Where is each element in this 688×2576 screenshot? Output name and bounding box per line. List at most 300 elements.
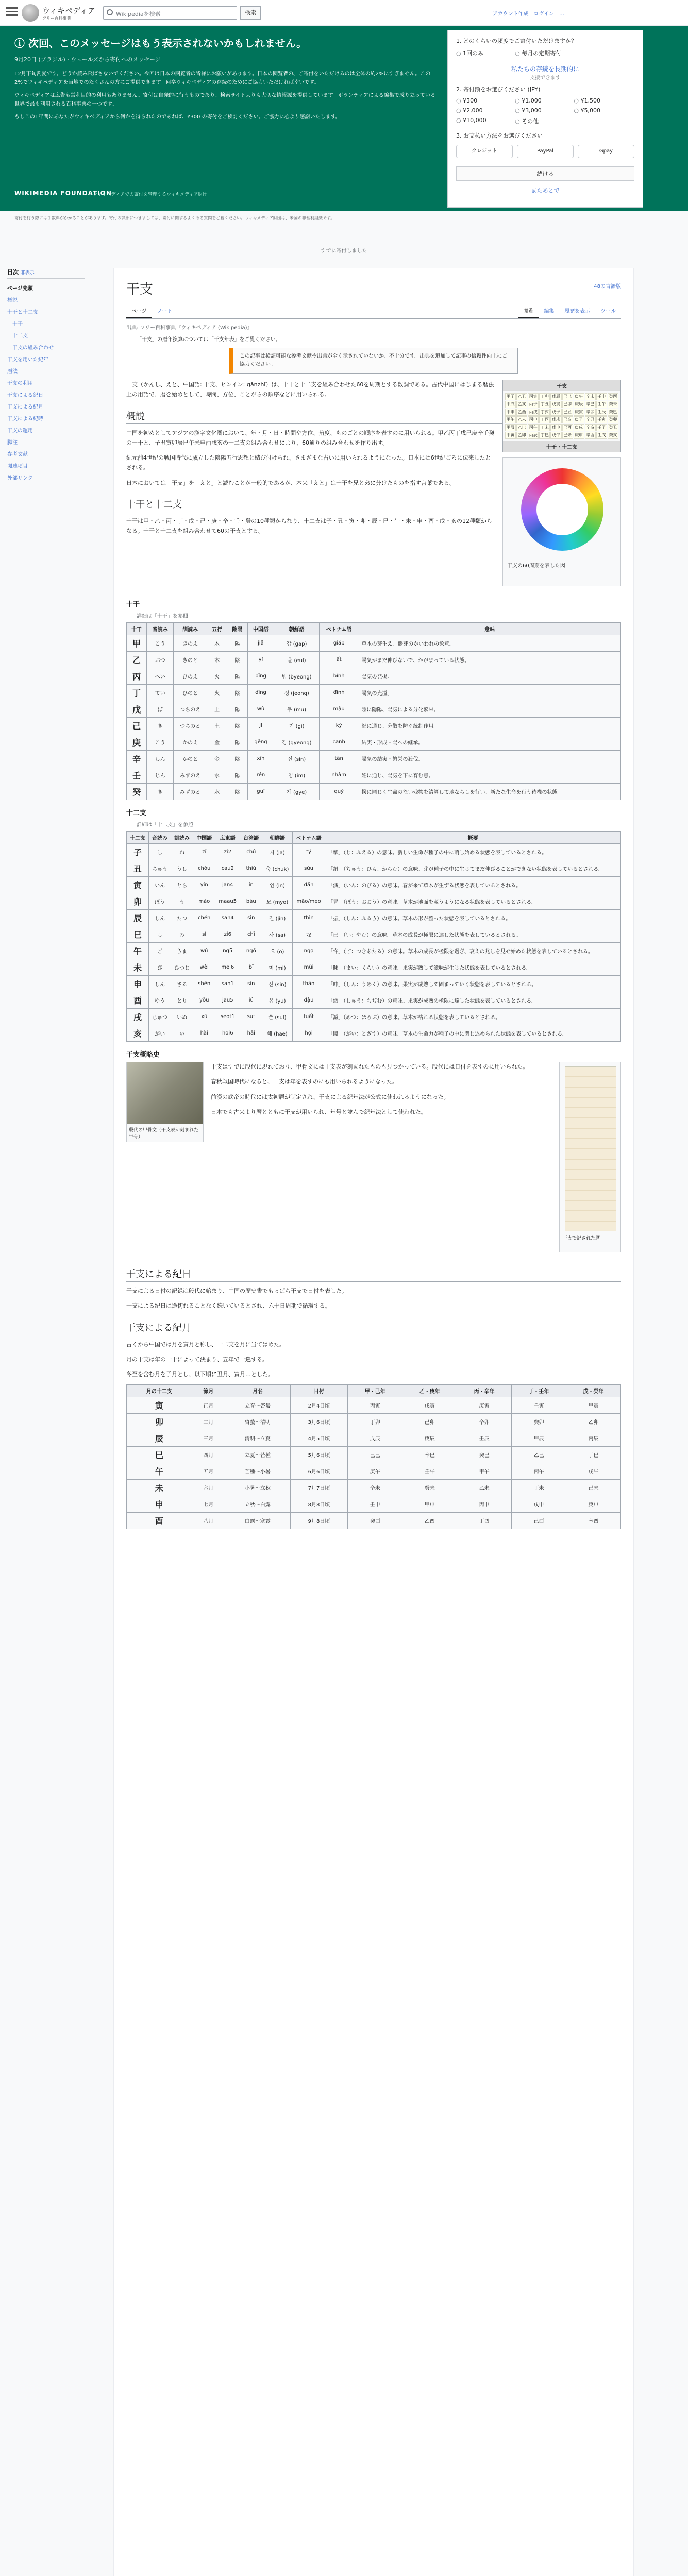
table-row: [127, 1496, 621, 1513]
table-header: 中国語: [247, 623, 274, 635]
amount-radio[interactable]: ○ ¥10,000: [456, 117, 515, 125]
table-cell: zǐ: [193, 844, 215, 860]
table-cell: 甲辰: [512, 1430, 566, 1447]
table-cell: 술 (sul): [262, 1009, 292, 1025]
table-cell: 揆に同じく生命のない残物を清算して地ならしを行い、新たな生命を行う待機の状態。: [359, 784, 621, 800]
kanshi-cell[interactable]: 丁未: [539, 424, 550, 431]
table-cell: 「孳」（じ：ふえる）の意味。新しい生命が種子の中に萌し始める状態を表しているとされる。: [325, 844, 621, 860]
frequency-heading: 1. どのくらいの頻度でご寄付いただけますか？: [456, 38, 577, 44]
wordmark[interactable]: ウィキペディア: [42, 6, 95, 15]
calendar-scroll-figure: [559, 1062, 621, 1252]
toc-item[interactable]: 外部リンク: [7, 476, 33, 481]
table-cell: 「已」（い：やむ）の意味。草木の成長が極限に達した状態を表しているとされる。: [325, 926, 621, 943]
table-cell: dần: [292, 877, 325, 893]
table-cell: 六月: [192, 1480, 225, 1496]
table-cell: 「忤」（ご：つきあたる）の意味。草木の成長が極限を過ぎ、衰えの兆しを見せ始めた状態を表しているとされる。: [325, 943, 621, 959]
table-cell: 戊寅: [402, 1397, 457, 1414]
table-header: 十二支: [127, 832, 149, 844]
table-cell: 未: [127, 1480, 192, 1496]
payment-option[interactable]: PayPal: [517, 145, 574, 158]
kanshi-cell[interactable]: 甲申: [505, 409, 516, 416]
table-cell: bǐng: [247, 668, 274, 685]
junishi-main-link[interactable]: 詳細は「十二支」を参照: [137, 822, 193, 828]
cycle-diagram: [502, 457, 621, 586]
table-header: 甲・己年: [348, 1385, 402, 1397]
kanshi-cell[interactable]: 戊申: [550, 424, 561, 431]
language-button[interactable]: 48の言語版: [594, 284, 621, 290]
kanshi-cell[interactable]: 甲辰: [505, 424, 516, 431]
kanshi-cell[interactable]: 庚辰: [574, 401, 584, 408]
jikkan-table: [126, 622, 621, 800]
junishi-table: [126, 831, 621, 1042]
table-cell: 陽: [227, 701, 247, 718]
kanshi-cell[interactable]: 甲戌: [505, 401, 516, 408]
table-cell: 「昧」（まい：くらい）の意味。果実が熟して滋味が生じた状態を表しているとされる。: [325, 959, 621, 976]
kanshi-cell[interactable]: 庚子: [574, 416, 584, 423]
search-input[interactable]: [103, 6, 237, 20]
oracle-bone-image[interactable]: [127, 1062, 203, 1124]
search-icon: [107, 9, 113, 15]
table-cell: 亥: [127, 1025, 149, 1042]
maybe-later-link[interactable]: またあとで: [531, 187, 560, 194]
toc-item[interactable]: 概説: [7, 298, 18, 303]
table-cell: 乙巳: [512, 1447, 566, 1463]
table-cell: 壬辰: [457, 1430, 512, 1447]
table-cell: 陰: [227, 652, 247, 668]
user-links: [488, 9, 564, 17]
table-cell: xīn: [247, 751, 274, 767]
table-cell: 甲午: [457, 1463, 512, 1480]
table-cell: chú: [240, 844, 262, 860]
monthly-cta[interactable]: 私たちの存続を長期的に 支援できます: [511, 65, 579, 81]
kanshi-cell[interactable]: 癸亥: [608, 432, 618, 439]
table-cell: 자 (ja): [262, 844, 292, 860]
table-cell: いん: [149, 877, 171, 893]
table-cell: こう: [147, 734, 174, 751]
cycle-wheel-image[interactable]: [521, 468, 603, 551]
intro-paragraph: 干支（かんし、えと、中国語: 干支、ピンイン: gānzhī）は、十干と十二支を組み合わせた60を周期とする数詞である。古代中国にはじまる暦法上の用語で、暦を始めとして、時間、方位、ことがらの順序などに用いられる。: [126, 381, 494, 398]
kanshi-cell[interactable]: 戊午: [550, 432, 561, 439]
table-cell: bính: [319, 668, 359, 685]
table-cell: ぼう: [149, 893, 171, 910]
amount-radio[interactable]: ○ その他: [515, 117, 574, 125]
table-cell: nhâm: [319, 767, 359, 784]
table-cell: 「緧」（しゅう：ちぢむ）の意味。果実が成熟の極限に達した状態を表しているとされる。: [325, 992, 621, 1009]
table-cell: 紀に通じ、分散を防ぐ統制作用。: [359, 718, 621, 734]
article: [113, 268, 634, 2576]
kanshi-cell[interactable]: 乙丑: [516, 393, 527, 400]
table-cell: かのと: [174, 751, 207, 767]
table-header: 台湾語: [240, 832, 262, 844]
table-cell: ひつじ: [171, 959, 193, 976]
table-row: [127, 668, 621, 685]
kanshi-cell[interactable]: 乙亥: [516, 401, 527, 408]
table-cell: ất: [319, 652, 359, 668]
table-cell: 草木の芽生え、鱗芽のかいわれの象意。: [359, 635, 621, 652]
frequency-radio[interactable]: ○ 毎月の定期寄付: [515, 49, 574, 57]
table-cell: みずのえ: [174, 767, 207, 784]
table-row: [127, 1414, 621, 1430]
toc-item[interactable]: 干支による紀日: [7, 393, 43, 398]
history-paragraph: 春秋戦国時代になると、干支は年を表すのにも用いられるようになった。: [211, 1078, 398, 1086]
table-cell: canh: [319, 734, 359, 751]
kanshi-cell[interactable]: 庚戌: [574, 424, 584, 431]
table-cell: 8月8日頃: [290, 1496, 348, 1513]
outline-paragraph: 紀元前4世紀の戦国時代に成立した陰陽五行思想と結び付けられ、さまざまな占いに用いられるようになった。日本には6世紀ごろに伝来したとされる。: [126, 454, 491, 471]
table-header: 月名: [225, 1385, 291, 1397]
table-header: ベトナム語: [292, 832, 325, 844]
table-cell: つちのえ: [174, 701, 207, 718]
kanshi-cell[interactable]: 癸巳: [608, 409, 618, 416]
table-cell: yǒu: [193, 992, 215, 1009]
oracle-bone-figure: [126, 1062, 204, 1142]
table-cell: しん: [149, 910, 171, 926]
user-link[interactable]: アカウント作成: [492, 11, 529, 17]
table-cell: 八月: [192, 1513, 225, 1529]
table-cell: wǔ: [193, 943, 215, 959]
table-header: 日付: [290, 1385, 348, 1397]
tab-spacer: [178, 303, 518, 318]
kanshi-cell[interactable]: 辛亥: [585, 424, 596, 431]
kanshi-cell[interactable]: 癸卯: [608, 416, 618, 423]
amount-radio[interactable]: ○ ¥300: [456, 97, 515, 104]
scroll-caption: 干支で記された暦: [563, 1236, 600, 1241]
table-header: 丁・壬年: [512, 1385, 566, 1397]
table-cell: 을 (eul): [274, 652, 319, 668]
table-cell: mei6: [215, 959, 240, 976]
kanshi-cell[interactable]: 乙卯: [516, 432, 527, 439]
table-row: [127, 1447, 621, 1463]
table-cell: 陰: [227, 784, 247, 800]
table-cell: 丑: [127, 860, 149, 877]
amount-radio[interactable]: ○ ¥5,000: [574, 107, 632, 114]
table-cell: 辛未: [348, 1480, 402, 1496]
table-cell: 신 (sin): [262, 976, 292, 992]
table-cell: 丁酉: [457, 1513, 512, 1529]
month-paragraph: 古くから中国では月を寅月と称し、十二支を月に当てはめた。: [126, 1341, 285, 1348]
section-outline-heading: 概説: [126, 409, 621, 424]
history-paragraph: 干支はすでに殷代に現れており、甲骨文には干支表が刻まれたものも見つかっている。殷代には日付を表すのに用いられた。: [211, 1063, 529, 1070]
table-cell: iú: [240, 992, 262, 1009]
kanshi-cell[interactable]: 乙巳: [516, 424, 527, 431]
page-title: 干支: [126, 279, 621, 300]
amount-radio[interactable]: ○ ¥2,000: [456, 107, 515, 114]
toc-item[interactable]: 関連項目: [7, 464, 28, 469]
table-cell: 土: [207, 701, 227, 718]
toc-hide-link[interactable]: 非表示: [20, 270, 35, 276]
toc-item[interactable]: 十二支: [12, 333, 28, 339]
kanshi-cell[interactable]: 丁丑: [539, 401, 550, 408]
table-cell: 진 (jin): [262, 910, 292, 926]
table-cell: 「冒」（ぼう：おおう）の意味。草木が地面を蔽うようになる状態を表しているとされる。: [325, 893, 621, 910]
kanshi-cell[interactable]: 辛巳: [585, 401, 596, 408]
table-cell: じゅつ: [149, 1009, 171, 1025]
payment-option[interactable]: クレジット: [456, 145, 513, 158]
toc-item[interactable]: 干支による紀時: [7, 416, 43, 422]
section-day-heading: 干支による紀日: [126, 1267, 621, 1282]
table-cell: 三月: [192, 1430, 225, 1447]
table-row: [127, 893, 621, 910]
kanshi-cell[interactable]: 己亥: [562, 416, 573, 423]
table-cell: 甲: [127, 635, 147, 652]
kanshi-cell[interactable]: 己丑: [562, 409, 573, 416]
jikkan-junishi-paragraph: 十干は甲・乙・丙・丁・戊・己・庚・辛・壬・癸の10種類からなり、十二支は子・丑・寅・卯・辰・巳・午・未・申・酉・戌・亥の12種類からなる。十干と十二支を組み合わせて60の干支とする。: [126, 517, 492, 534]
kanshi-cell[interactable]: 壬戌: [596, 432, 607, 439]
table-row: [127, 992, 621, 1009]
toc-item[interactable]: 十干と十二支: [7, 310, 38, 315]
table-cell: い: [171, 1025, 193, 1042]
kanshi-cell[interactable]: 壬申: [596, 393, 607, 400]
table-cell: maau5: [215, 893, 240, 910]
kanshi-cell[interactable]: 辛未: [585, 393, 596, 400]
table-cell: つちのと: [174, 718, 207, 734]
table-cell: 子: [127, 844, 149, 860]
table-cell: 정 (jeong): [274, 685, 319, 701]
menu-icon[interactable]: [6, 7, 18, 16]
table-cell: sửu: [292, 860, 325, 877]
table-row: [127, 877, 621, 893]
kanshi-cell[interactable]: 壬子: [596, 424, 607, 431]
kanshi-cell[interactable]: 丙寅: [528, 393, 539, 400]
toc-item[interactable]: 脚注: [7, 440, 18, 446]
kanshi-cell[interactable]: 甲午: [505, 416, 516, 423]
wikimedia-tagline: ウィキペディアでの寄付を管理するウィキメディア財団: [93, 192, 208, 197]
kanshi-cell[interactable]: 壬午: [596, 401, 607, 408]
kanshi-cell[interactable]: 戊戌: [550, 416, 561, 423]
kanshi-cell[interactable]: 丙戌: [528, 409, 539, 416]
tab-item[interactable]: 編集: [544, 309, 555, 314]
kanshi-cell[interactable]: 己巳: [562, 393, 573, 400]
kanshi-cell[interactable]: 戊子: [550, 409, 561, 416]
kanshi-cell[interactable]: 丁卯: [539, 393, 550, 400]
table-cell: 陽気の結実・繁栄の殺伐。: [359, 751, 621, 767]
wikipedia-logo-icon[interactable]: [22, 4, 39, 22]
table-cell: chǒu: [193, 860, 215, 877]
table-cell: 陽: [227, 668, 247, 685]
kanshi-cell[interactable]: 戊辰: [550, 393, 561, 400]
payment-heading: 3. お支払い方法をお選びください: [456, 132, 543, 139]
table-cell: jiǎ: [247, 635, 274, 652]
amount-radio[interactable]: ○ ¥3,000: [515, 107, 574, 114]
table-cell: 陽: [227, 635, 247, 652]
table-row: [127, 943, 621, 959]
kanshi-cell[interactable]: 丙辰: [528, 432, 539, 439]
table-cell: sîn: [240, 910, 262, 926]
kanshi-cell[interactable]: 癸丑: [608, 424, 618, 431]
search-button[interactable]: 検索: [240, 6, 261, 20]
kanshi-cell[interactable]: 庚午: [574, 393, 584, 400]
toc-item[interactable]: 干支の運用: [7, 428, 33, 434]
amount-radio[interactable]: ○ ¥1,500: [574, 97, 632, 104]
table-cell: 立夏〜芒種: [225, 1447, 291, 1463]
kanshi-cell[interactable]: 壬寅: [596, 416, 607, 423]
toc-item[interactable]: 干支を用いた紀年: [7, 357, 48, 363]
citation-needed-box: この記事は検証可能な参考文献や出典が全く示されていないか、不十分です。出典を追加して記事の信頼性向上にご協力ください。: [229, 348, 518, 374]
table-cell: 啓蟄〜清明: [225, 1414, 291, 1430]
table-cell: 己未: [566, 1480, 621, 1496]
table-cell: 酉: [127, 992, 149, 1009]
table-header: 朝鮮語: [262, 832, 292, 844]
table-row: [127, 1480, 621, 1496]
table-cell: 巳: [127, 1447, 192, 1463]
tab-item[interactable]: 履歴を表示: [564, 309, 591, 314]
table-cell: 水: [207, 767, 227, 784]
table-row: [127, 767, 621, 784]
table-cell: ちゅう: [149, 860, 171, 877]
table-header: 丙・辛年: [457, 1385, 512, 1397]
table-cell: 酉: [127, 1513, 192, 1529]
table-cell: 火: [207, 685, 227, 701]
table-cell: し: [149, 926, 171, 943]
toc-item[interactable]: 干支による紀月: [7, 404, 43, 410]
table-header: 陰陽: [227, 623, 247, 635]
table-cell: 木: [207, 635, 227, 652]
table-cell: てい: [147, 685, 174, 701]
kanshi-cell[interactable]: 癸酉: [608, 393, 618, 400]
table-cell: 9月8日頃: [290, 1513, 348, 1529]
table-cell: tuất: [292, 1009, 325, 1025]
jikkan-main-link[interactable]: 詳細は「十干」を参照: [137, 614, 188, 619]
table-cell: giáp: [319, 635, 359, 652]
table-row: [127, 718, 621, 734]
tab-item[interactable]: ページ: [126, 303, 152, 318]
table-header: 月の十二支: [127, 1385, 192, 1397]
table-header: 節月: [192, 1385, 225, 1397]
toc-item[interactable]: 暦法: [7, 369, 18, 375]
toc-item[interactable]: 十干: [12, 321, 23, 327]
table-cell: 陽: [227, 767, 247, 784]
table-cell: 갑 (gap): [274, 635, 319, 652]
table-cell: quý: [319, 784, 359, 800]
table-cell: mǎo: [193, 893, 215, 910]
table-cell: 水: [207, 784, 227, 800]
kanshi-cell[interactable]: 乙酉: [516, 409, 527, 416]
wikimedia-logo: WIKIMEDIA FOUNDATION: [14, 190, 112, 197]
table-cell: zi2: [215, 844, 240, 860]
table-cell: 인 (in): [262, 877, 292, 893]
table-cell: きのえ: [174, 635, 207, 652]
table-cell: 기 (gi): [274, 718, 319, 734]
kanshi-cell[interactable]: 己未: [562, 432, 573, 439]
table-cell: jau5: [215, 992, 240, 1009]
table-cell: 辛: [127, 751, 147, 767]
kanshi-cell[interactable]: 丁酉: [539, 416, 550, 423]
table-cell: 4月5日頃: [290, 1430, 348, 1447]
tab-item[interactable]: 閲覧: [518, 303, 539, 318]
continue-button[interactable]: 続ける: [456, 166, 634, 181]
kanshi-cell[interactable]: 戊寅: [550, 401, 561, 408]
table-cell: 7月7日頃: [290, 1480, 348, 1496]
frequency-radio[interactable]: ○ 1回のみ: [456, 49, 515, 57]
table-cell: 壬: [127, 767, 147, 784]
toc-item[interactable]: ページ先頭: [7, 286, 33, 292]
kanshi-cell[interactable]: 辛酉: [585, 432, 596, 439]
table-cell: 癸: [127, 784, 147, 800]
table-cell: tân: [319, 751, 359, 767]
table-cell: 丙申: [457, 1496, 512, 1513]
kanshi-cell[interactable]: 丙申: [528, 416, 539, 423]
tab-item[interactable]: ツール: [600, 309, 616, 314]
payment-option[interactable]: Gpay: [578, 145, 634, 158]
table-cell: ぼ: [147, 701, 174, 718]
table-row: [127, 1025, 621, 1042]
kanshi-cell[interactable]: 丙午: [528, 424, 539, 431]
kanshi-cell[interactable]: 己酉: [562, 424, 573, 431]
page-tabs: [126, 303, 621, 319]
table-cell: hoi6: [215, 1025, 240, 1042]
month-kanshi-table: [126, 1384, 621, 1529]
table-header: 広東語: [215, 832, 240, 844]
table-cell: 立秋〜白露: [225, 1496, 291, 1513]
toc-item[interactable]: 干支の組み合わせ: [12, 345, 54, 351]
toc-item[interactable]: 参考文献: [7, 452, 28, 457]
table-row: [127, 734, 621, 751]
table-cell: 辛巳: [402, 1447, 457, 1463]
kanshi-cell[interactable]: 庚申: [574, 432, 584, 439]
table-header: 訓読み: [171, 832, 193, 844]
kanshi-cell[interactable]: 甲寅: [505, 432, 516, 439]
toc-item[interactable]: 干支の利用: [7, 381, 33, 386]
table-cell: mùi: [292, 959, 325, 976]
kanshi-cell[interactable]: 庚寅: [574, 409, 584, 416]
table-cell: 辛卯: [457, 1414, 512, 1430]
table-cell: 묘 (myo): [262, 893, 292, 910]
table-cell: 庚午: [348, 1463, 402, 1480]
table-cell: 妊に通じ、陽気を下に育む意。: [359, 767, 621, 784]
kanshi-cell[interactable]: 壬辰: [596, 409, 607, 416]
user-link[interactable]: ログイン: [533, 11, 554, 17]
kanshi-cell[interactable]: 乙未: [516, 416, 527, 423]
section-history-heading: 干支概略史: [126, 1051, 160, 1059]
kanshi-cell[interactable]: 辛丑: [585, 416, 596, 423]
table-cell: うし: [171, 860, 193, 877]
table-cell: gēng: [247, 734, 274, 751]
outline-paragraph: 日本においては「干支」を「えと」と読むことが一般的であるが、本来「えと」は十干を兄と弟に分けたものを指す言葉である。: [126, 479, 455, 486]
table-header: 音読み: [149, 832, 171, 844]
table-cell: tý: [292, 844, 325, 860]
table-cell: 己: [127, 718, 147, 734]
user-link[interactable]: …: [559, 11, 564, 17]
day-paragraph: 干支による日付の記録は殷代に始まり、中国の歴史書でもっぱら干支で日付を表した。: [126, 1287, 347, 1294]
table-cell: たつ: [171, 910, 193, 926]
history-paragraph: 前漢の武帝の時代には太初暦が制定され、干支による紀年法が公式に使われるようになった。: [211, 1093, 449, 1100]
table-cell: 壬申: [348, 1496, 402, 1513]
table-cell: în: [240, 877, 262, 893]
table-cell: seot1: [215, 1009, 240, 1025]
kanshi-cell[interactable]: 丁亥: [539, 409, 550, 416]
table-cell: 午: [127, 1463, 192, 1480]
kanshi-cell[interactable]: 辛卯: [585, 409, 596, 416]
table-cell: 2月4日頃: [290, 1397, 348, 1414]
table-row: [127, 1513, 621, 1529]
table-cell: 庚申: [566, 1496, 621, 1513]
table-cell: み: [171, 926, 193, 943]
tab-item[interactable]: ノート: [157, 309, 173, 314]
kanshi-cell[interactable]: 己卯: [562, 401, 573, 408]
kanshi-cell[interactable]: 丁巳: [539, 432, 550, 439]
table-cell: san4: [215, 910, 240, 926]
table-cell: 축 (chuk): [262, 860, 292, 877]
already-donated-link[interactable]: すでに寄付しました: [321, 248, 367, 254]
amount-radio[interactable]: ○ ¥1,000: [515, 97, 574, 104]
kanshi-cell[interactable]: 甲子: [505, 393, 516, 400]
table-cell: hài: [193, 1025, 215, 1042]
kanshi-cell[interactable]: 癸未: [608, 401, 618, 408]
table-cell: wù: [247, 701, 274, 718]
kanshi-cell[interactable]: 丙子: [528, 401, 539, 408]
table-cell: 白露〜寒露: [225, 1513, 291, 1529]
calendar-scroll-image[interactable]: [565, 1066, 616, 1231]
